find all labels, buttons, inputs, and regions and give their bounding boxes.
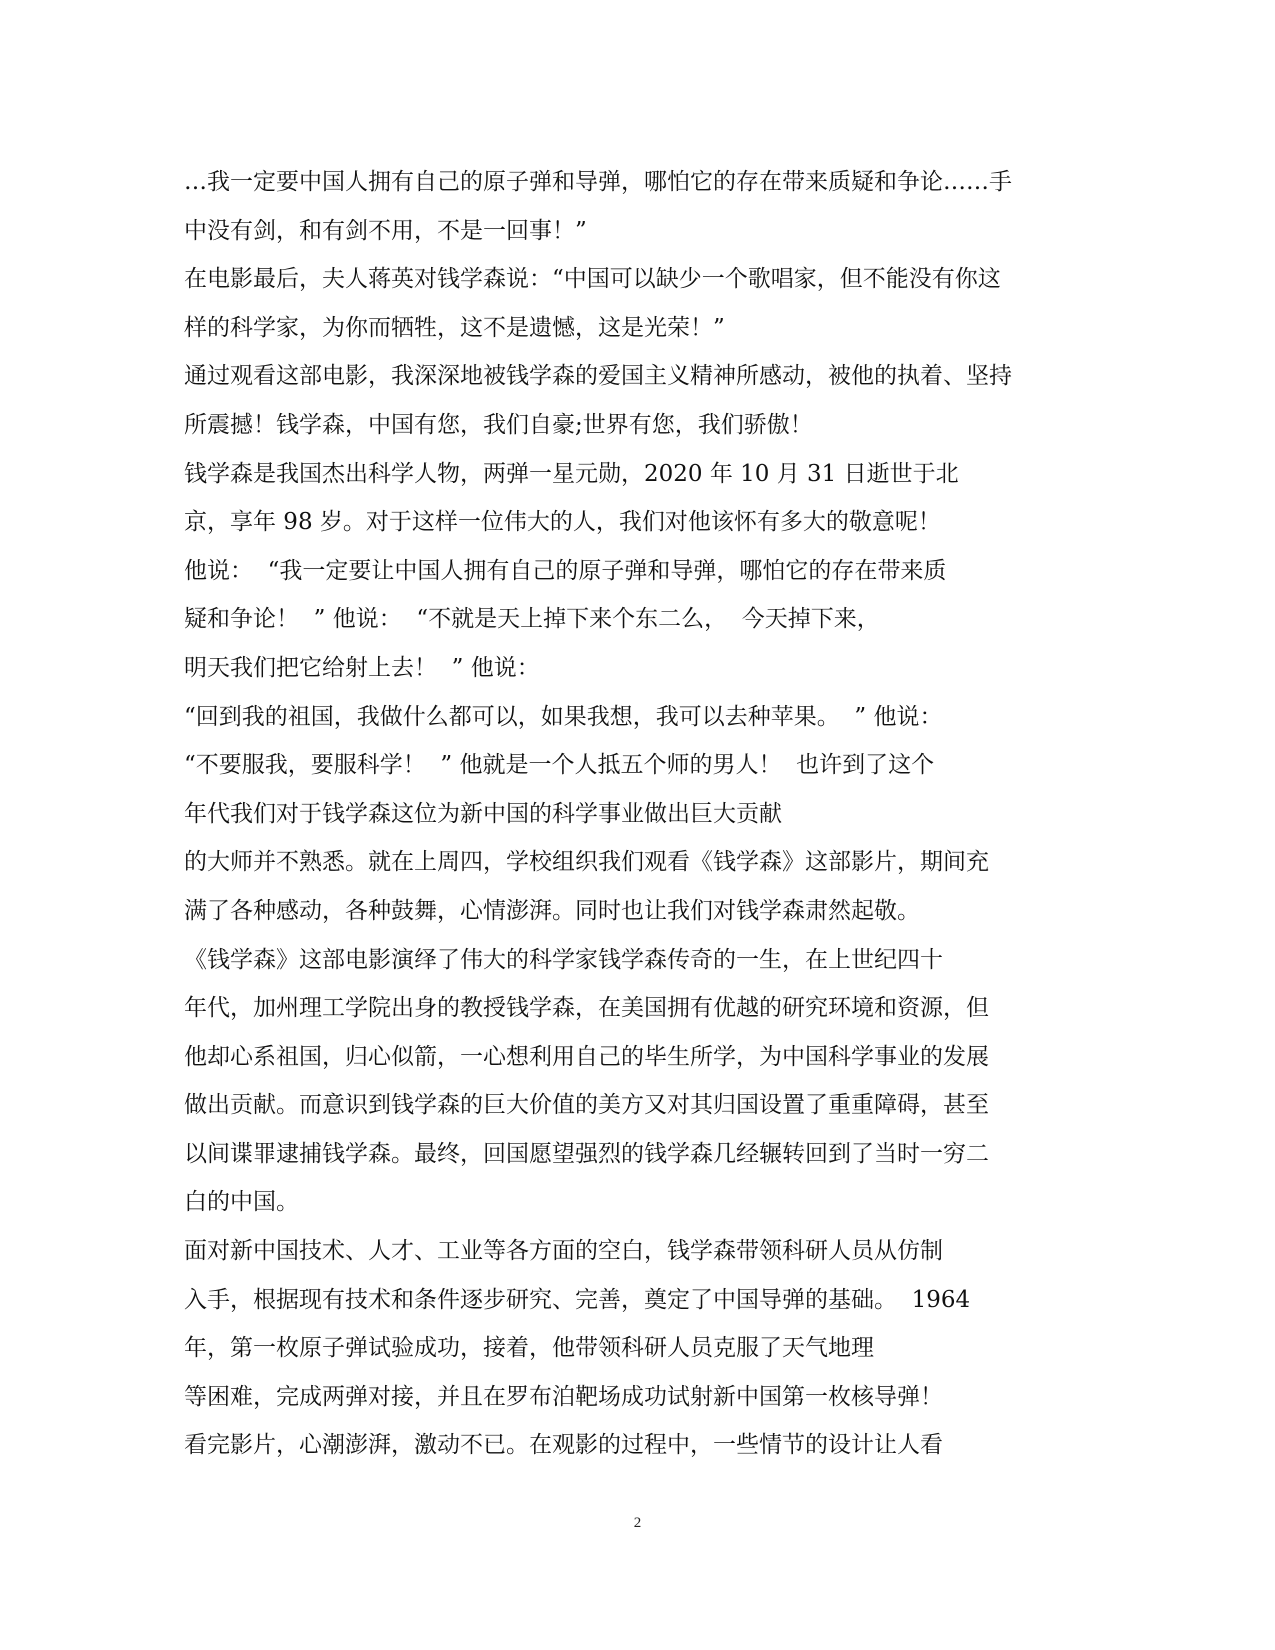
text-line: 年代我们对于钱学森这位为新中国的科学事业做出巨大贡献 (184, 800, 782, 827)
text-line: “不要服我，要服科学！ ” 他就是一个人抵五个师的男人！ 也许到了这个 (184, 752, 935, 779)
text-line: 明天我们把它给射上去！ ” 他说： (184, 654, 540, 681)
text-line: 做出贡献。而意识到钱学森的巨大价值的美方又对其归国设置了重重障碍，甚至 (184, 1092, 989, 1119)
text-line: 年代，加州理工学院出身的教授钱学森，在美国拥有优越的研究环境和资源，但 (184, 995, 989, 1022)
text-line: 满了各种感动，各种鼓舞，心情澎湃。同时也让我们对钱学森肃然起敬。 (184, 897, 920, 924)
text-line: 京，享年 98 岁。对于这样一位伟大的人，我们对他该怀有多大的敬意呢！ (184, 509, 941, 536)
text-line: 面对新中国技术、人才、工业等各方面的空白，钱学森带领科研人员从仿制 (184, 1238, 943, 1265)
text-line: 等困难，完成两弹对接，并且在罗布泊靶场成功试射新中国第一枚核导弹！ (184, 1383, 943, 1410)
text-line: 以间谍罪逮捕钱学森。最终，回国愿望强烈的钱学森几经辗转回到了当时一穷二 (184, 1140, 989, 1167)
text-line: 所震撼！钱学森，中国有您，我们自豪;世界有您，我们骄傲！ (184, 411, 813, 438)
text-line: 通过观看这部电影，我深深地被钱学森的爱国主义精神所感动，被他的执着、坚持 (184, 363, 1012, 390)
text-line: 钱学森是我国杰出科学人物，两弹一星元勋，2020 年 10 月 31 日逝世于北 (184, 460, 959, 487)
body-text (184, 158, 1094, 1470)
text-line: 他却心系祖国，归心似箭，一心想利用自己的毕生所学，为中国科学事业的发展 (184, 1043, 989, 1070)
text-line: 在电影最后，夫人蒋英对钱学森说：“中国可以缺少一个歌唱家，但不能没有你这 (184, 266, 1001, 293)
text-line: 入手，根据现有技术和条件逐步研究、完善，奠定了中国导弹的基础。 1964 (184, 1286, 971, 1313)
text-line: …我一定要中国人拥有自己的原子弹和导弹，哪怕它的存在带来质疑和争论……手 (184, 169, 1012, 195)
text-line: 年，第一枚原子弹试验成功，接着，他带领科研人员克服了天气地理 (184, 1335, 874, 1362)
text-line: 的大师并不熟悉。就在上周四，学校组织我们观看《钱学森》这部影片，期间充 (184, 849, 989, 876)
text-line: 中没有剑，和有剑不用，不是一回事！” (184, 217, 587, 244)
text-line: 疑和争论！ ” 他说： “不就是天上掉下来个东二么， 今天掉下来， (184, 606, 880, 633)
text-line: 白的中国。 (184, 1189, 299, 1216)
text-line: 他说： “我一定要让中国人拥有自己的原子弹和导弹，哪怕它的存在带来质 (184, 557, 947, 584)
text-line: 看完影片，心潮澎湃，激动不已。在观影的过程中，一些情节的设计让人看 (184, 1432, 943, 1459)
text-line: 《钱学森》这部电影演绎了伟大的科学家钱学森传奇的一生，在上世纪四十 (184, 946, 943, 973)
page-number: 2 (633, 1515, 642, 1531)
text-line: “回到我的祖国，我做什么都可以，如果我想，我可以去种苹果。 ” 他说： (184, 703, 943, 730)
text-line: 样的科学家，为你而牺牲，这不是遗憾，这是光荣！” (184, 314, 725, 341)
